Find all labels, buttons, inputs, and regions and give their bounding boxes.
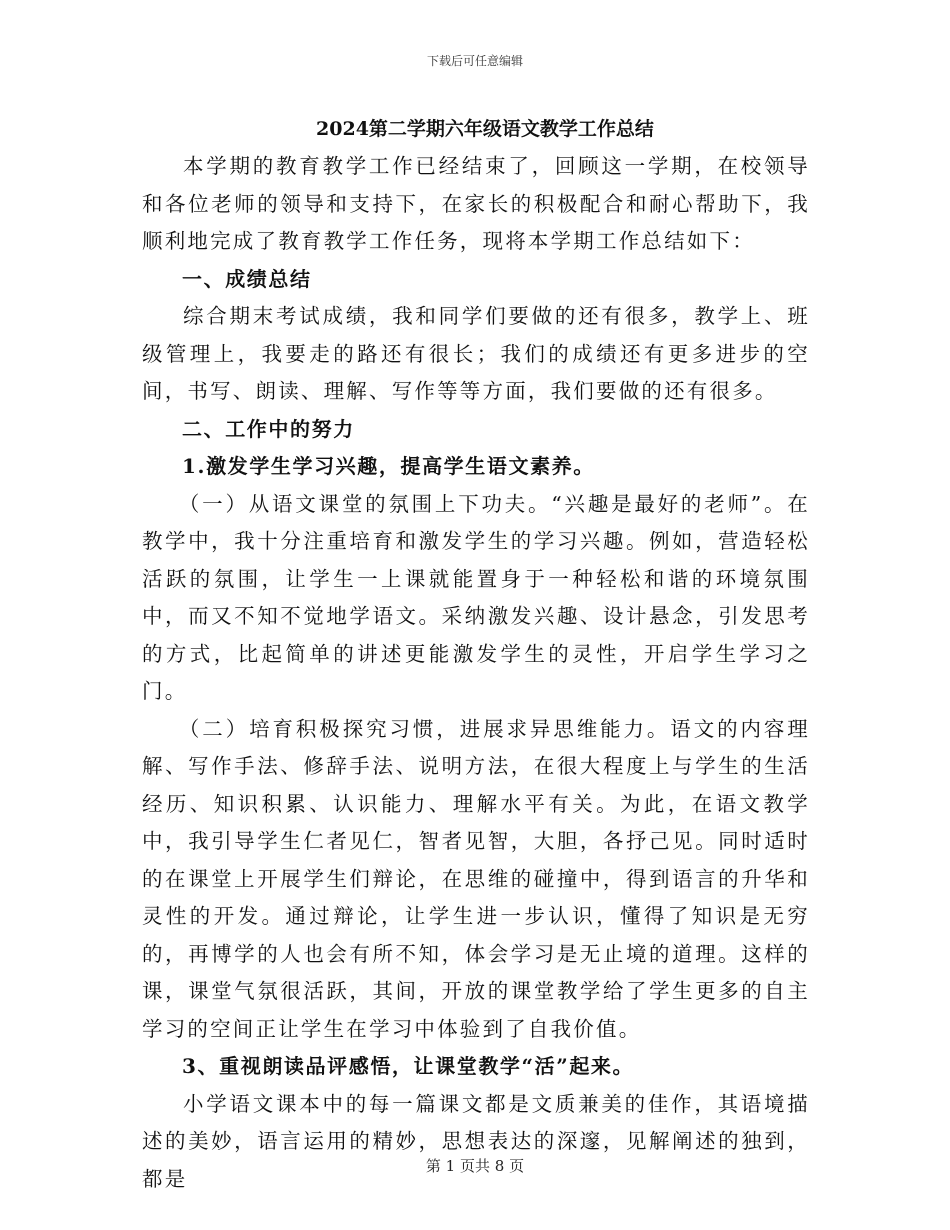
- subsection-heading-reading: 3、重视朗读品评感悟，让课堂教学“活”起来。: [182, 1054, 635, 1078]
- document-body: [142, 110, 810, 1198]
- section-heading-results: 一、成绩总结: [182, 266, 312, 291]
- page-number: 第 1 页共 8 页: [425, 1157, 525, 1175]
- paragraph-classroom-atmosphere: （一）从语文课堂的氛围上下功夫。“兴趣是最好的老师”。在教学中，我十分注重培育和激发学生的学习兴趣。例如，营造轻松活跃的氛围，让学生一上课就能置身于一种轻松和谐的环境氛围中，而又不知不觉地学语文。采纳激发兴趣、设计悬念，引发思考的方式，比起简单的讲述更能激发学生的灵性，开启学生学习之门。: [142, 491, 810, 703]
- page-header-note: 下载后可任意编辑: [426, 54, 523, 68]
- section-heading-efforts: 二、工作中的努力: [182, 416, 355, 441]
- paragraph-inquiry-habits: （二）培育积极探究习惯，进展求异思维能力。语文的内容理解、写作手法、修辞手法、说明方法，在很大程度上与学生的生活经历、知识积累、认识能力、理解水平有关。为此，在语文教学中，我引导学生仁者见仁，智者见智，大胆，各抒己见。同时适时的在课堂上开展学生们辩论，在思维的碰撞中，得到语言的升华和灵性的开发。通过辩论，让学生进一步认识，懂得了知识是无穷的，再博学的人也会有所不知，体会学习是无止境的道理。这样的课，课堂气氛很活跃，其间，开放的课堂教学给了学生更多的自主学习的空间正让学生在学习中体验到了自我价值。: [142, 716, 810, 1041]
- document-title: 2024第二学期六年级语文教学工作总结: [316, 118, 654, 140]
- paragraph-textbook: 小学语文课本中的每一篇课文都是文质兼美的佳作，其语境描述的美妙，语言运用的精妙，思想表达的深邃，见解阐述的独到，都是: [142, 1091, 810, 1191]
- paragraph-intro: 本学期的教育教学工作已经结束了，回顾这一学期，在校领导和各位老师的领导和支持下，在家长的积极配合和耐心帮助下，我顺利地完成了教育教学工作任务，现将本学期工作总结如下：: [142, 154, 810, 253]
- subsection-heading-interest: 1.激发学生学习兴趣，提高学生语文素养。: [182, 454, 595, 478]
- paragraph-results: 综合期末考试成绩，我和同学们要做的还有很多，教学上、班级管理上，我要走的路还有很长；我们的成绩还有更多进步的空间，书写、朗读、理解、写作等等方面，我们要做的还有很多。: [142, 304, 810, 403]
